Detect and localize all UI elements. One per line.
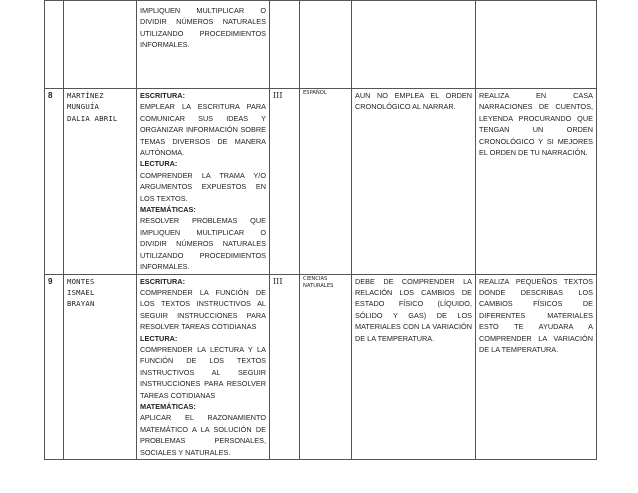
section-text: COMPRENDER LA TRAMA Y/O ARGUMENTOS EXPUESTOS EN LOS TEXTOS.: [140, 170, 266, 203]
table-row: [45, 1, 597, 89]
section-text: COMPRENDER LA LECTURA Y LA FUNCIÓN DE LOS TEXTOS INSTRUCTIVOS AL SEGUIR INSTRUCCIONES PARA RESOLVER TAREAS COTIDIANAS: [140, 344, 266, 400]
observations-cell: [352, 1, 476, 89]
student-name-line: MUNGUÍA: [67, 102, 100, 112]
section-text: RESOLVER PROBLEMAS QUE IMPLIQUEN MULTIPLICAR O DIVIDIR NÚMEROS NATURALES UTILIZANDO PROCEDIMIENTOS INFORMALES.: [140, 216, 266, 272]
student-report-table: [44, 0, 597, 460]
student-name-cell: [64, 89, 137, 275]
subject-cell: [300, 1, 352, 89]
subject-line: ESPAÑOL: [303, 90, 327, 96]
section-heading: LECTURA:: [140, 159, 178, 169]
observations-cell: DEBE DE COMPRENDER LA RELACIÓN LOS CAMBIOS DE ESTADO FÍSICO (LÍQUIDO, SÓLIDO Y GAS) DE LOS MATERIALES CON LA VARIACIÓN DE LA TEMPERATURA.: [352, 274, 476, 460]
section-text: APLICAR EL RAZONAMIENTO MATEMÁTICO A LA SOLUCIÓN DE PROBLEMAS PERSONALES, SOCIALES Y NATURALES.: [140, 413, 266, 457]
student-name-line: MONTES: [67, 276, 95, 286]
section-text: COMPRENDER LA FUNCIÓN DE LOS TEXTOS INSTRUCTIVOS AL SEGUIR INSTRUCCIONES PARA RESOLVER TAREAS COTIDIANAS: [140, 287, 266, 332]
grade-cell: III: [270, 89, 300, 275]
student-name-line: MARTÍNEZ: [67, 91, 104, 100]
student-name-line: DALIA ABRIL: [67, 113, 118, 123]
competencias-cell: [137, 1, 270, 89]
subject-line: NATURALES: [303, 282, 334, 289]
activities-cell: [476, 1, 597, 89]
student-name-cell: [64, 274, 137, 460]
activities-cell: REALIZA PEQUEÑOS TEXTOS DONDE DESCRIBAS LOS CAMBIOS FÍSICOS DE DIFERENTES MATERIALES ESTO TE AYUDARA A COMPRENDER LA VARIACIÓN DE LA TEMPERATURA.: [476, 274, 597, 460]
name-cell: [64, 1, 137, 89]
subject-line: CIENCIAS: [303, 275, 328, 282]
section-heading: MATEMÁTICAS:: [140, 205, 196, 215]
competencias-text: IMPLIQUEN MULTIPLICAR O DIVIDIR NÚMEROS NATURALES UTILIZANDO PROCEDIMIENTOS INFORMALES.: [140, 6, 266, 50]
observations-cell: AUN NO EMPLEA EL ORDEN CRONOLÓGICO AL NARRAR.: [352, 89, 476, 275]
table-row: [45, 89, 597, 275]
competencias-cell: [137, 89, 270, 275]
section-heading: LECTURA:: [140, 333, 178, 343]
student-name-line: ISMAEL: [67, 287, 95, 297]
table-row: [45, 274, 597, 460]
competencias-cell: [137, 274, 270, 460]
row-number: 8: [45, 89, 64, 275]
subject-cell: [300, 89, 352, 275]
grade-cell: III: [270, 274, 300, 460]
section-text: EMPLEAR LA ESCRITURA PARA COMUNICAR SUS IDEAS Y ORGANIZAR INFORMACIÓN SOBRE TEMAS DIVERSOS DE MANERA AUTÓNOMA.: [140, 102, 266, 158]
grade-cell: [270, 1, 300, 89]
section-heading: MATEMÁTICAS:: [140, 401, 196, 411]
row-number: 9: [45, 274, 64, 460]
student-name-line: BRAYAN: [67, 299, 95, 309]
section-heading: ESCRITURA:: [140, 276, 185, 286]
activities-cell: REALIZA EN CASA NARRACIONES DE CUENTOS, LEYENDA PROCURANDO QUE TENGAN UN ORDEN CRONOLÓGICO Y SI MEJORES EL ORDEN DE TU NARRACIÓN.: [476, 89, 597, 275]
section-heading: ESCRITURA:: [140, 91, 185, 100]
subject-cell: [300, 274, 352, 460]
number-cell: [45, 1, 64, 89]
